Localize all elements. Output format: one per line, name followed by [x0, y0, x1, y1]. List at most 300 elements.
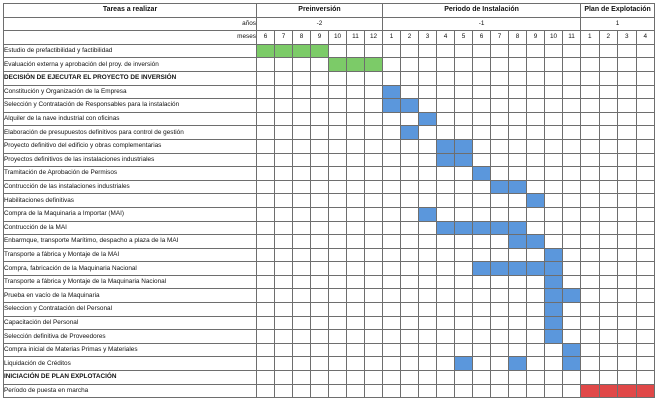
gantt-cell	[473, 303, 491, 317]
gantt-cell	[365, 357, 383, 371]
month-header: 4	[437, 31, 455, 45]
gantt-cell	[275, 207, 293, 221]
gantt-cell	[581, 180, 600, 194]
month-header: 7	[491, 31, 509, 45]
gantt-cell	[311, 112, 329, 126]
gantt-cell	[419, 235, 437, 249]
gantt-cell	[311, 194, 329, 208]
gantt-cell	[257, 235, 275, 249]
month-header: 10	[329, 31, 347, 45]
gantt-cell	[473, 275, 491, 289]
gantt-cell	[383, 343, 401, 357]
gantt-bar-segment	[455, 357, 473, 371]
gantt-cell	[509, 248, 527, 262]
task-label: Estudio de prefactibilidad y factibilidad	[4, 44, 257, 58]
gantt-cell	[545, 194, 563, 208]
gantt-cell	[257, 153, 275, 167]
gantt-cell	[365, 303, 383, 317]
gantt-cell	[473, 139, 491, 153]
gantt-cell	[636, 153, 655, 167]
gantt-cell	[563, 126, 581, 140]
phase-instalacion: Periodo de Instalación	[383, 4, 581, 18]
gantt-cell	[491, 85, 509, 99]
gantt-cell	[365, 371, 383, 385]
gantt-bar-segment	[419, 112, 437, 126]
gantt-cell	[527, 275, 545, 289]
gantt-cell	[329, 194, 347, 208]
gantt-cell	[257, 180, 275, 194]
gantt-cell	[437, 371, 455, 385]
gantt-cell	[311, 153, 329, 167]
gantt-cell	[329, 153, 347, 167]
task-label: INICIACIÓN DE PLAN EXPLOTACIÓN	[4, 371, 257, 385]
gantt-cell	[329, 289, 347, 303]
gantt-bar-segment	[455, 139, 473, 153]
gantt-bar-segment	[563, 343, 581, 357]
task-label: Transporte a fábrica y Montaje de la Maquinaria Nacional	[4, 275, 257, 289]
gantt-cell	[257, 99, 275, 113]
gantt-cell	[419, 384, 437, 398]
gantt-cell	[455, 303, 473, 317]
gantt-cell	[491, 248, 509, 262]
gantt-cell	[347, 85, 365, 99]
gantt-cell	[527, 303, 545, 317]
gantt-bar-segment	[581, 384, 600, 398]
task-row	[4, 85, 655, 99]
gantt-cell	[275, 99, 293, 113]
gantt-cell	[437, 330, 455, 344]
gantt-cell	[527, 289, 545, 303]
gantt-cell	[599, 343, 618, 357]
gantt-cell	[509, 343, 527, 357]
gantt-cell	[563, 44, 581, 58]
gantt-cell	[419, 248, 437, 262]
gantt-cell	[581, 330, 600, 344]
gantt-cell	[419, 139, 437, 153]
gantt-cell	[311, 343, 329, 357]
gantt-cell	[329, 126, 347, 140]
gantt-cell	[491, 275, 509, 289]
gantt-cell	[581, 343, 600, 357]
gantt-cell	[618, 343, 637, 357]
task-label: Elaboración de presupuestos definitivos para control de gestión	[4, 126, 257, 140]
gantt-cell	[347, 139, 365, 153]
gantt-cell	[618, 85, 637, 99]
gantt-cell	[509, 126, 527, 140]
task-row	[4, 126, 655, 140]
gantt-cell	[509, 99, 527, 113]
gantt-cell	[437, 289, 455, 303]
gantt-cell	[618, 235, 637, 249]
gantt-cell	[545, 126, 563, 140]
gantt-cell	[473, 180, 491, 194]
gantt-cell	[509, 44, 527, 58]
gantt-cell	[455, 371, 473, 385]
gantt-cell	[545, 207, 563, 221]
gantt-cell	[437, 384, 455, 398]
phase-preinversion: Preinversión	[257, 4, 383, 18]
task-label: Evaluación externa y aprobación del proy. de inversión	[4, 58, 257, 72]
gantt-cell	[563, 194, 581, 208]
task-row	[4, 262, 655, 276]
gantt-cell	[347, 71, 365, 85]
gantt-cell	[293, 153, 311, 167]
month-header: 1	[383, 31, 401, 45]
gantt-cell	[401, 343, 419, 357]
phase-header-row	[4, 4, 655, 18]
gantt-cell	[383, 207, 401, 221]
task-label: Proyecto definitivo del edificio y obras complementarias	[4, 139, 257, 153]
gantt-bar-segment	[545, 330, 563, 344]
gantt-cell	[636, 303, 655, 317]
gantt-cell	[473, 71, 491, 85]
gantt-cell	[599, 221, 618, 235]
gantt-cell	[293, 303, 311, 317]
gantt-cell	[275, 384, 293, 398]
gantt-cell	[599, 330, 618, 344]
gantt-cell	[527, 248, 545, 262]
gantt-cell	[455, 248, 473, 262]
gantt-cell	[491, 303, 509, 317]
gantt-cell	[275, 58, 293, 72]
gantt-bar-segment	[275, 44, 293, 58]
gantt-cell	[455, 99, 473, 113]
gantt-cell	[401, 221, 419, 235]
gantt-cell	[581, 85, 600, 99]
gantt-cell	[329, 248, 347, 262]
gantt-bar-segment	[383, 99, 401, 113]
task-row	[4, 207, 655, 221]
gantt-cell	[599, 58, 618, 72]
gantt-cell	[636, 139, 655, 153]
gantt-cell	[293, 207, 311, 221]
gantt-cell	[365, 71, 383, 85]
gantt-cell	[329, 139, 347, 153]
gantt-cell	[347, 330, 365, 344]
gantt-bar-segment	[293, 44, 311, 58]
gantt-cell	[509, 275, 527, 289]
gantt-cell	[491, 371, 509, 385]
gantt-cell	[581, 167, 600, 181]
gantt-cell	[419, 126, 437, 140]
gantt-cell	[275, 167, 293, 181]
gantt-cell	[563, 303, 581, 317]
gantt-cell	[383, 71, 401, 85]
gantt-cell	[347, 112, 365, 126]
gantt-cell	[383, 384, 401, 398]
gantt-cell	[383, 44, 401, 58]
gantt-cell	[311, 262, 329, 276]
task-label: Selección y Contratación de Responsables para la instalación	[4, 99, 257, 113]
gantt-cell	[383, 153, 401, 167]
gantt-bar-segment	[545, 262, 563, 276]
gantt-cell	[491, 153, 509, 167]
gantt-cell	[419, 303, 437, 317]
gantt-cell	[527, 112, 545, 126]
gantt-cell	[636, 330, 655, 344]
gantt-cell	[275, 289, 293, 303]
gantt-bar-segment	[527, 235, 545, 249]
year-1: 1	[581, 17, 655, 31]
gantt-cell	[563, 153, 581, 167]
gantt-cell	[563, 275, 581, 289]
gantt-bar-segment	[509, 262, 527, 276]
gantt-cell	[527, 71, 545, 85]
task-row	[4, 139, 655, 153]
gantt-cell	[383, 235, 401, 249]
gantt-cell	[293, 85, 311, 99]
gantt-cell	[419, 262, 437, 276]
gantt-cell	[636, 180, 655, 194]
gantt-cell	[401, 112, 419, 126]
gantt-cell	[257, 112, 275, 126]
gantt-cell	[491, 207, 509, 221]
gantt-cell	[599, 139, 618, 153]
gantt-cell	[509, 384, 527, 398]
task-label: Proyectos definitivos de las instalaciones industriales	[4, 153, 257, 167]
gantt-cell	[563, 85, 581, 99]
gantt-cell	[257, 289, 275, 303]
gantt-cell	[491, 343, 509, 357]
gantt-cell	[581, 316, 600, 330]
gantt-cell	[581, 58, 600, 72]
gantt-cell	[437, 357, 455, 371]
gantt-cell	[618, 71, 637, 85]
gantt-cell	[491, 112, 509, 126]
gantt-cell	[365, 330, 383, 344]
gantt-cell	[491, 167, 509, 181]
gantt-cell	[473, 153, 491, 167]
gantt-cell	[473, 289, 491, 303]
gantt-cell	[329, 235, 347, 249]
gantt-cell	[509, 71, 527, 85]
gantt-cell	[581, 153, 600, 167]
month-header: 4	[636, 31, 655, 45]
gantt-cell	[455, 275, 473, 289]
months-label: meses	[4, 31, 257, 45]
gantt-cell	[599, 303, 618, 317]
gantt-cell	[419, 316, 437, 330]
gantt-cell	[383, 275, 401, 289]
gantt-cell	[599, 194, 618, 208]
gantt-cell	[311, 180, 329, 194]
gantt-cell	[311, 275, 329, 289]
gantt-cell	[563, 99, 581, 113]
gantt-cell	[599, 289, 618, 303]
phase-explotacion: Plan de Explotación	[581, 4, 655, 18]
gantt-cell	[636, 275, 655, 289]
gantt-cell	[545, 112, 563, 126]
gantt-cell	[509, 139, 527, 153]
gantt-cell	[618, 153, 637, 167]
gantt-cell	[473, 85, 491, 99]
gantt-cell	[293, 99, 311, 113]
gantt-cell	[636, 357, 655, 371]
gantt-cell	[581, 99, 600, 113]
gantt-cell	[599, 126, 618, 140]
gantt-cell	[618, 139, 637, 153]
task-label: Prueba en vacío de la Maquinaria	[4, 289, 257, 303]
gantt-cell	[293, 371, 311, 385]
gantt-table	[3, 3, 655, 398]
gantt-cell	[636, 126, 655, 140]
gantt-cell	[419, 221, 437, 235]
gantt-cell	[257, 343, 275, 357]
gantt-cell	[527, 153, 545, 167]
gantt-cell	[401, 85, 419, 99]
gantt-cell	[455, 384, 473, 398]
gantt-cell	[293, 126, 311, 140]
gantt-bar-segment	[527, 262, 545, 276]
task-row	[4, 235, 655, 249]
gantt-cell	[563, 58, 581, 72]
gantt-cell	[491, 357, 509, 371]
gantt-cell	[491, 126, 509, 140]
gantt-cell	[311, 371, 329, 385]
gantt-bar-segment	[509, 235, 527, 249]
gantt-cell	[636, 289, 655, 303]
gantt-cell	[347, 235, 365, 249]
gantt-cell	[275, 316, 293, 330]
gantt-cell	[401, 167, 419, 181]
gantt-bar-segment	[257, 44, 275, 58]
gantt-bar-segment	[509, 180, 527, 194]
gantt-cell	[563, 180, 581, 194]
gantt-cell	[618, 303, 637, 317]
gantt-cell	[473, 112, 491, 126]
gantt-cell	[329, 221, 347, 235]
gantt-cell	[311, 139, 329, 153]
gantt-cell	[636, 194, 655, 208]
gantt-cell	[419, 194, 437, 208]
gantt-cell	[365, 221, 383, 235]
gantt-cell	[275, 371, 293, 385]
gantt-cell	[437, 167, 455, 181]
task-row	[4, 194, 655, 208]
gantt-cell	[347, 153, 365, 167]
gantt-cell	[581, 194, 600, 208]
gantt-cell	[545, 384, 563, 398]
gantt-cell	[437, 85, 455, 99]
gantt-cell	[473, 316, 491, 330]
gantt-cell	[311, 303, 329, 317]
gantt-cell	[365, 207, 383, 221]
gantt-cell	[365, 99, 383, 113]
gantt-cell	[599, 167, 618, 181]
gantt-cell	[527, 167, 545, 181]
gantt-bar-segment	[455, 221, 473, 235]
gantt-bar-segment	[563, 357, 581, 371]
gantt-cell	[365, 112, 383, 126]
gantt-cell	[437, 303, 455, 317]
gantt-bar-segment	[419, 207, 437, 221]
gantt-chart	[3, 3, 655, 398]
gantt-cell	[383, 112, 401, 126]
gantt-cell	[293, 167, 311, 181]
gantt-cell	[401, 371, 419, 385]
gantt-cell	[347, 221, 365, 235]
gantt-cell	[527, 99, 545, 113]
gantt-cell	[455, 343, 473, 357]
gantt-cell	[329, 316, 347, 330]
gantt-cell	[455, 112, 473, 126]
gantt-cell	[473, 384, 491, 398]
gantt-cell	[455, 262, 473, 276]
gantt-cell	[563, 248, 581, 262]
gantt-cell	[599, 85, 618, 99]
gantt-cell	[491, 289, 509, 303]
month-header: 9	[311, 31, 329, 45]
gantt-cell	[491, 58, 509, 72]
gantt-cell	[473, 235, 491, 249]
gantt-cell	[455, 58, 473, 72]
gantt-cell	[527, 343, 545, 357]
gantt-cell	[311, 207, 329, 221]
gantt-cell	[419, 99, 437, 113]
gantt-cell	[311, 330, 329, 344]
gantt-cell	[455, 71, 473, 85]
gantt-cell	[473, 126, 491, 140]
gantt-cell	[455, 207, 473, 221]
gantt-cell	[347, 194, 365, 208]
gantt-cell	[599, 99, 618, 113]
gantt-bar-segment	[545, 303, 563, 317]
gantt-cell	[383, 126, 401, 140]
gantt-cell	[491, 99, 509, 113]
gantt-cell	[311, 58, 329, 72]
gantt-cell	[636, 44, 655, 58]
task-label: Constitución y Organización de la Empresa	[4, 85, 257, 99]
gantt-cell	[491, 44, 509, 58]
gantt-cell	[636, 71, 655, 85]
gantt-cell	[545, 71, 563, 85]
gantt-cell	[599, 262, 618, 276]
gantt-cell	[491, 139, 509, 153]
gantt-bar-segment	[437, 221, 455, 235]
task-label: Contrucción de la MAI	[4, 221, 257, 235]
gantt-cell	[491, 316, 509, 330]
gantt-cell	[455, 194, 473, 208]
task-label: Capacitación del Personal	[4, 316, 257, 330]
gantt-cell	[293, 262, 311, 276]
gantt-bar-segment	[473, 262, 491, 276]
gantt-cell	[293, 275, 311, 289]
gantt-cell	[473, 207, 491, 221]
task-label: Selección definitiva de Proveedores	[4, 330, 257, 344]
task-row	[4, 58, 655, 72]
month-header: 2	[401, 31, 419, 45]
gantt-cell	[329, 167, 347, 181]
gantt-cell	[455, 330, 473, 344]
gantt-cell	[329, 99, 347, 113]
gantt-cell	[257, 248, 275, 262]
gantt-cell	[401, 275, 419, 289]
gantt-cell	[329, 343, 347, 357]
gantt-bar-segment	[311, 44, 329, 58]
task-label: Compra de la Maquinaria a Importar (MAI)	[4, 207, 257, 221]
gantt-cell	[509, 58, 527, 72]
gantt-cell	[473, 99, 491, 113]
gantt-cell	[599, 207, 618, 221]
gantt-cell	[293, 221, 311, 235]
task-row	[4, 316, 655, 330]
gantt-cell	[527, 58, 545, 72]
gantt-cell	[347, 126, 365, 140]
gantt-cell	[545, 85, 563, 99]
gantt-cell	[383, 357, 401, 371]
gantt-cell	[509, 316, 527, 330]
gantt-cell	[437, 58, 455, 72]
